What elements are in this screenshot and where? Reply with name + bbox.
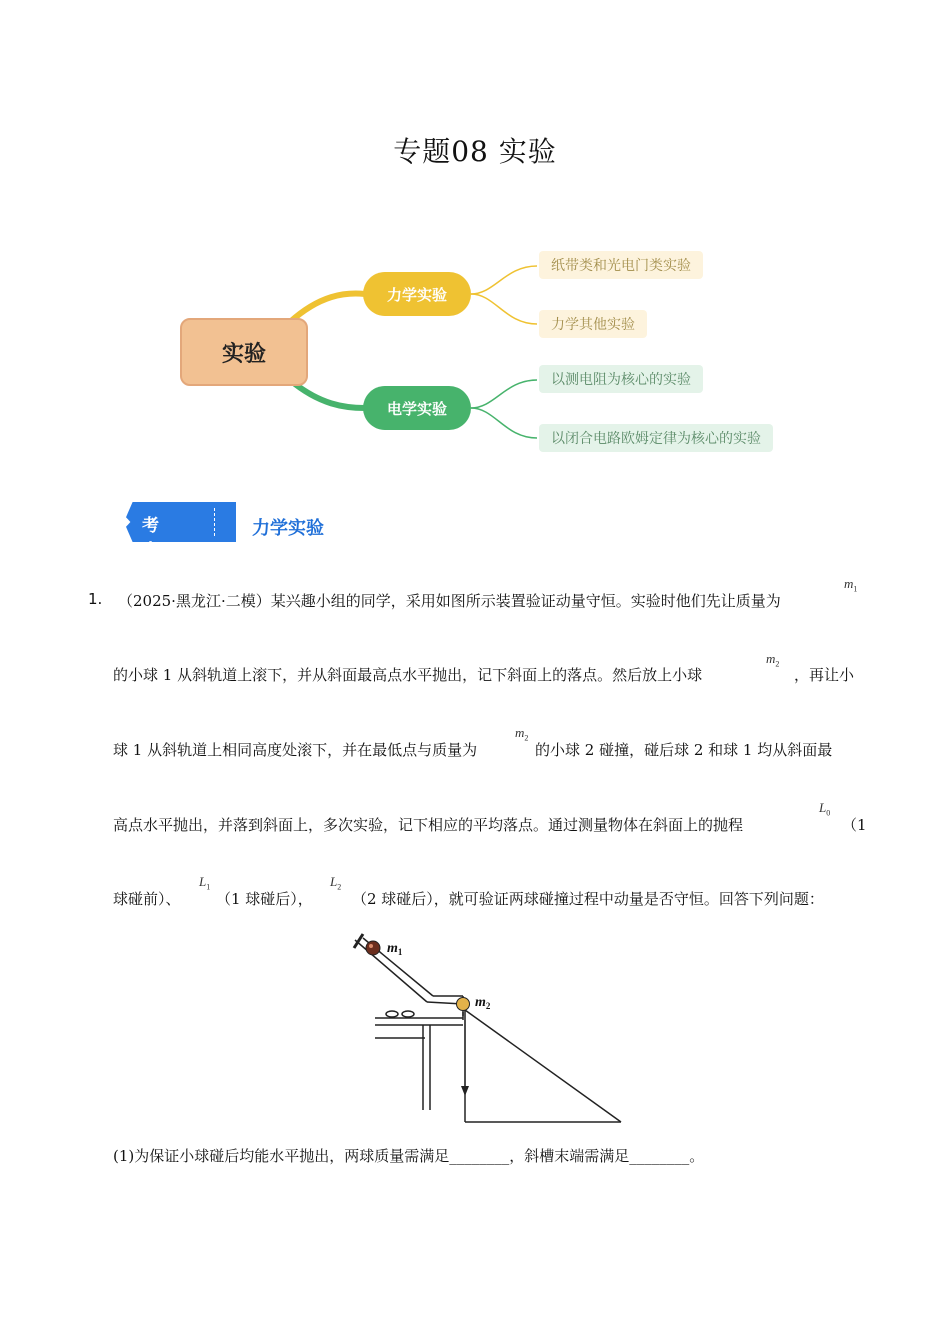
question-line: （1 — [842, 816, 867, 834]
question-line: （2025·黑龙江·二模）某兴趣小组的同学，采用如图所示装置验证动量守恒。实验时他们先让质量为 — [118, 592, 781, 610]
symbol-m2: $m_2$ — [766, 651, 780, 669]
symbol-L0: $L_0$ — [819, 800, 831, 818]
mindmap-leaf: 力学其他实验 — [539, 310, 647, 338]
sub-question-1: (1)为保证小球碰后均能水平抛出，两球质量需满足________，斜槽末端需满足________。 — [113, 1147, 705, 1165]
ball-2-icon — [457, 998, 470, 1011]
mindmap-branch-mechanics: 力学实验 — [363, 272, 471, 316]
section-tag: 考点01 — [142, 516, 166, 581]
page-title: 专题08 实验 — [393, 135, 557, 168]
mindmap-leaf: 以测电阻为核心的实验 — [539, 365, 703, 393]
question-line: （1 球碰后）， — [216, 890, 313, 908]
question-line: 的小球 1 从斜轨道上滚下，并从斜面最高点水平抛出，记下斜面上的落点。然后放上小球 — [113, 666, 703, 684]
question-line: ，再让小 — [794, 666, 855, 684]
question-line: 球碰前）、 — [113, 890, 181, 908]
ball-1-icon — [366, 941, 380, 955]
label-m2: $m_2$ — [475, 995, 491, 1011]
section-title: 力学实验 — [252, 518, 324, 539]
symbol-m1: $m_1$ — [844, 576, 858, 594]
experiment-figure — [345, 930, 645, 1134]
symbol-m2: $m_2$ — [515, 725, 529, 743]
mindmap-leaf: 以闭合电路欧姆定律为核心的实验 — [539, 424, 773, 452]
symbol-L2: $L_2$ — [330, 874, 342, 892]
question-line: 高点水平抛出，并落到斜面上，多次实验，记下相应的平均落点。通过测量物体在斜面上的抛程 — [113, 816, 744, 834]
mindmap-leaf: 纸带类和光电门类实验 — [539, 251, 703, 279]
symbol-L1: $L_1$ — [199, 874, 211, 892]
label-m1: $m_1$ — [387, 941, 403, 957]
mindmap-branch-electricity: 电学实验 — [363, 386, 471, 430]
section-tag-divider — [214, 508, 215, 536]
mindmap-root: 实验 — [180, 318, 308, 386]
question-number: 1. — [88, 590, 103, 608]
question-line: 球 1 从斜轨道上相同高度处滚下，并在最低点与质量为 — [113, 741, 478, 759]
mindmap — [170, 240, 830, 470]
question-line: （2 球碰后），就可验证两球碰撞过程中动量是否守恒。回答下列问题： — [352, 890, 824, 908]
apparatus-diagram — [345, 930, 645, 1130]
question-line: 的小球 2 碰撞，碰后球 2 和球 1 均从斜面最 — [535, 741, 833, 759]
